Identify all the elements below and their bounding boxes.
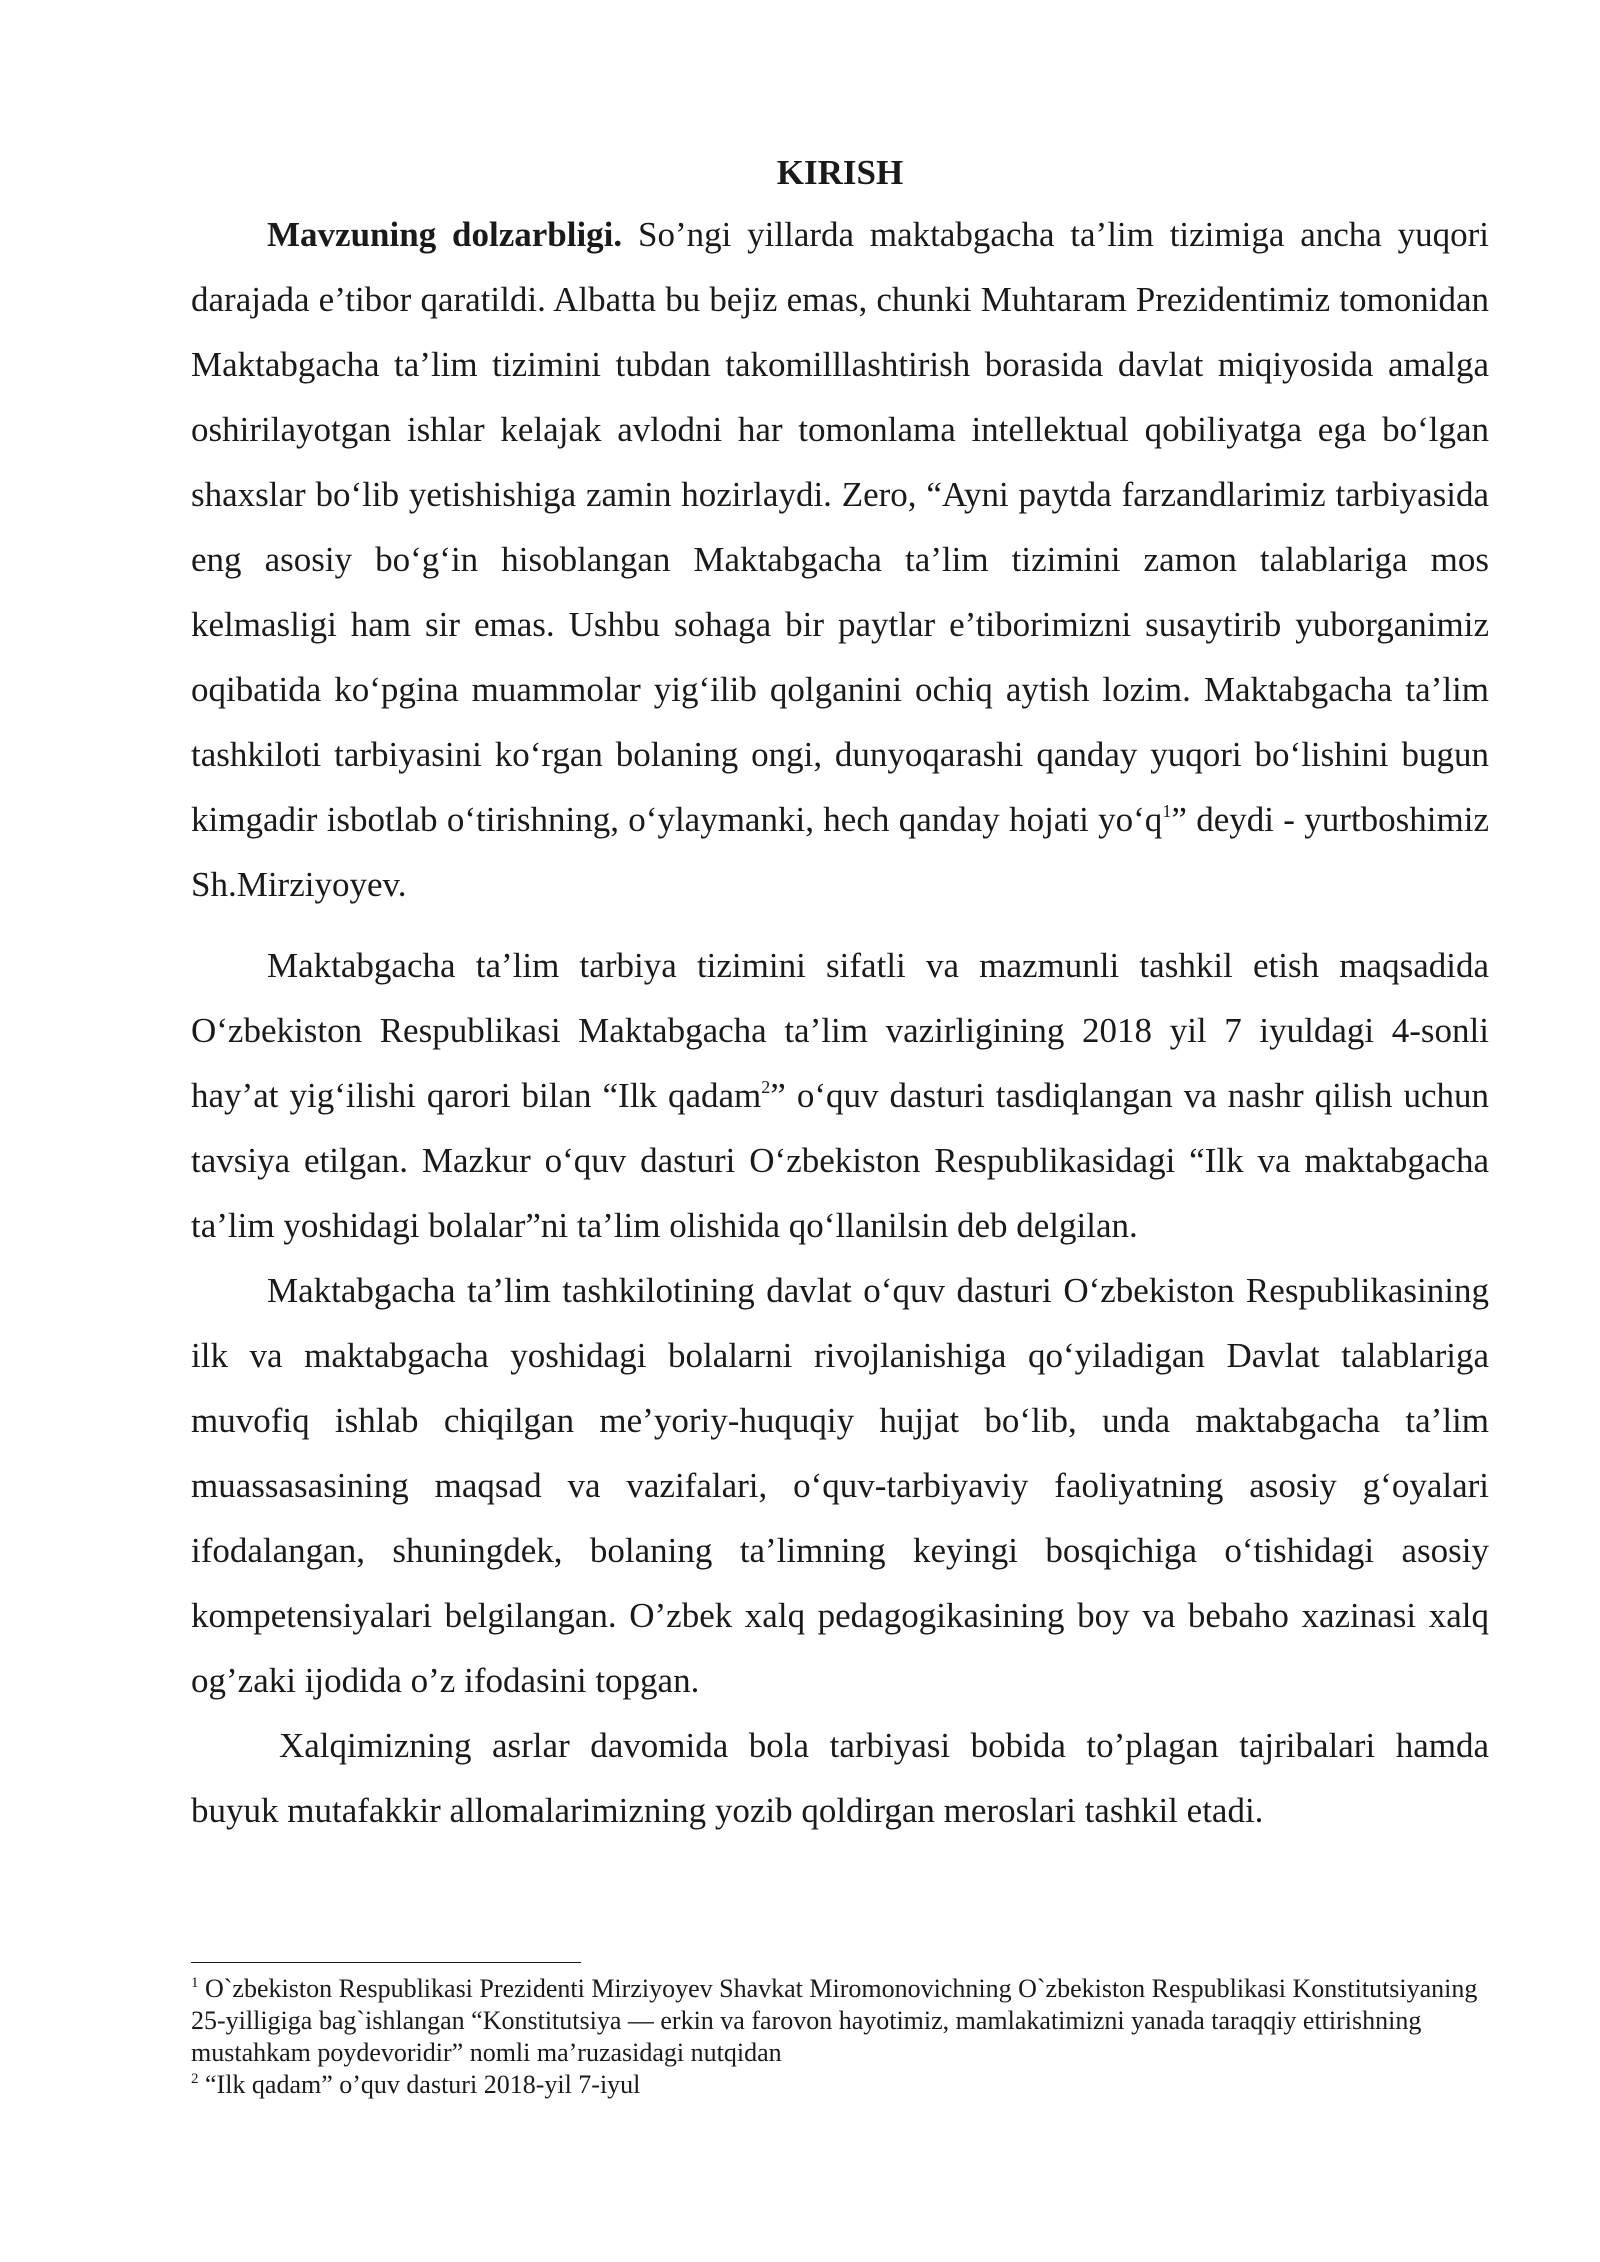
footnotes-section (191, 1962, 1489, 2101)
footnote-marker: 2 (191, 2071, 199, 2087)
footnote-divider (191, 1962, 581, 1963)
page-title: KIRISH (776, 153, 904, 192)
paragraph-state-program (191, 1258, 1489, 1713)
paragraph-text-after: ” deydi - yurtboshimiz Sh.Mirziyoyev. (191, 800, 1489, 904)
paragraph-relevance (191, 202, 1489, 917)
paragraph-lead: Mavzuning dolzarbligi. (267, 215, 623, 254)
paragraph-text: Maktabgacha ta’lim tashkilotining davlat o‘quv dasturi O‘zbekiston Respublikasining ilk va maktabgacha yoshidagi bolalarni rivojlanishiga qo‘yiladigan Davlat talablariga muvofiq ishlab chiqilgan me’yoriy-huquqiy hujjat bo‘lib, unda maktabgacha ta’lim muassasasining maqsad va vazifalari, o‘quv-tarbiyaviy faoliyatning asosiy g‘oyalari ifodalangan, shuningdek, bolaning ta’limning keyingi bosqichiga o‘tishidagi asosiy kompetensiyalari belgilangan. O’zbek xalq pedagogikasining boy va bebaho xazinasi xalq og’zaki ijodida o’z ifodasini topgan. (191, 1271, 1489, 1700)
paragraph-text: Xalqimizning asrlar davomida bola tarbiyasi bobida to’plagan tajribalari hamda buyuk mutafakkir allomalarimizning yozib qoldirgan meroslari tashkil etadi. (191, 1726, 1489, 1830)
footnote-reference[interactable]: 2 (761, 1077, 771, 1097)
paragraph-text-after: ” o‘quv dasturi tasdiqlangan va nashr qilish uchun tavsiya etilgan. Mazkur o‘quv dasturi O‘zbekiston Respublikasidagi “Ilk va maktabgacha ta’lim yoshidagi bolalar”ni ta’lim olishida qo‘llanilsin deb delgilan. (191, 1076, 1489, 1245)
footnote-marker: 1 (191, 1975, 199, 1991)
footnote-text: “Ilk qadam” o’quv dasturi 2018-yil 7-iyul (205, 2070, 641, 2099)
paragraph-text: Maktabgacha ta’lim tarbiya tizimini sifatli va mazmunli tashkil etish maqsadida O‘zbekiston Respublikasi Maktabgacha ta’lim vazirligining 2018 yil 7 iyuldagi 4-sonli hay’at yig‘ilishi qarori bilan “Ilk qadam (191, 946, 1489, 1115)
paragraph-heritage (191, 1713, 1489, 1843)
document-body (191, 148, 1489, 1843)
footnote-2 (191, 2069, 1489, 2101)
paragraph-text: So’ngi yillarda maktabgacha ta’lim tizimiga ancha yuqori darajada e’tibor qaratildi. Albatta bu bejiz emas, chunki Muhtaram Prezidentimiz tomonidan Maktabgacha ta’lim tizimini tubdan takomilllashtirish borasida davlat miqiyosida amalga oshirilayotgan ishlar kelajak avlodni har tomonlama intellektual qobiliyatga ega bo‘lgan shaxslar bo‘lib yetishishiga zamin hozirlaydi. Zero, “Ayni paytda farzandlarimiz tarbiyasida eng asosiy bo‘g‘in hisoblangan Maktabgacha ta’lim tizimini zamon talablariga mos kelmasligi ham sir emas. Ushbu sohaga bir paytlar e’tiborimizni susaytirib yuborganimiz oqibatida ko‘pgina muammolar yig‘ilib qolganini ochiq aytish lozim. Maktabgacha ta’lim tashkiloti tarbiyasini ko‘rgan bolaning ongi, dunyoqarashi qanday yuqori bo‘lishini bugun kimgadir isbotlab o‘tirishning, o‘ylaymanki, hech qanday hojati yo‘q (191, 215, 1490, 839)
footnote-1 (191, 1973, 1489, 2069)
footnote-text: O`zbekiston Respublikasi Prezidenti Mirziyoyev Shavkat Miromonovichning O`zbekiston Respublikasi Konstitutsiyaning 25-yilligiga bag`ishlangan “Konstitutsiya — erkin va farovon hayotimiz, mamlakatimizni yanada taraqqiy ettirishning mustahkam poydevoridir” nomli ma’ruzasidagi nutqidan (191, 1974, 1478, 2067)
paragraph-program (191, 933, 1489, 1258)
footnote-reference[interactable]: 1 (1162, 801, 1172, 821)
